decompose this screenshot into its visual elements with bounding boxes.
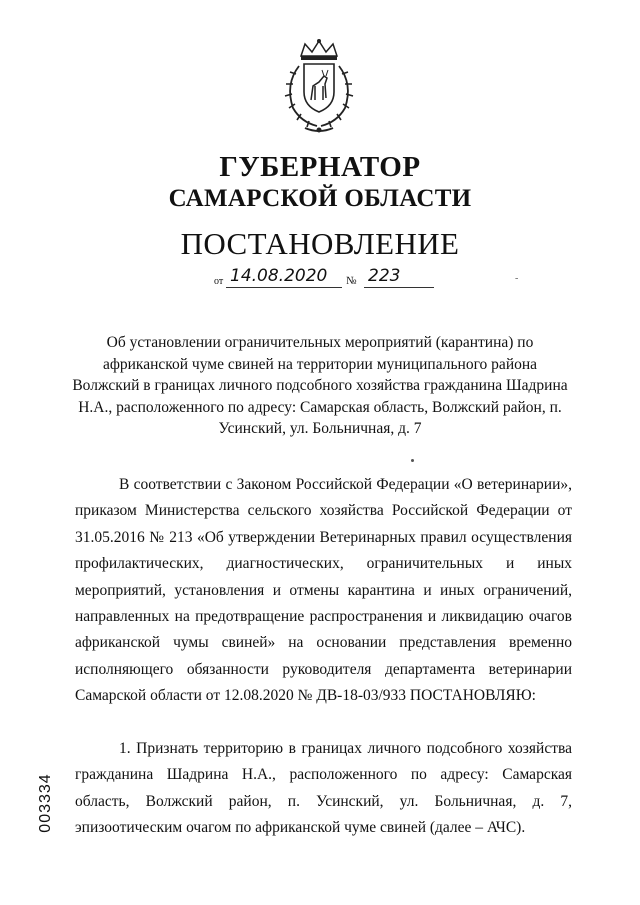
- stamp-number-text: 003334: [37, 773, 54, 833]
- number-value: 223: [364, 266, 434, 288]
- item-1-paragraph: [75, 736, 572, 842]
- scan-speck: [411, 459, 414, 462]
- org-name-line2: САМАРСКОЙ ОБЛАСТИ: [168, 185, 472, 212]
- document-subject: Об установлении ограничительных мероприятий (карантина) по африканской чуме свиней на территории муниципального района Волжский в границах личного подсобного хозяйства гражданина Шадрина Н.А., расположенного по адресу: Самарская область, Волжский район, п. Усинский, ул. Больничная, д. 7: [72, 334, 568, 437]
- coat-of-arms-icon: [271, 38, 368, 138]
- org-name-line1: ГУБЕРНАТОР: [219, 151, 421, 183]
- trailing-mark: -: [515, 273, 519, 284]
- preamble-text: В соответствии с Законом Российской Федерации «О ветеринарии», приказом Министерства сельского хозяйства Российской Федерации от 31.05.2016 № 213 «Об утверждении Ветеринарных правил осуществления профилактических, диагностических, ограничительных и иных мероприятий, установления и отмены карантина и иных ограничений, направленных на предотвращение распространения и ликвидацию очагов африканской чумы свиней» на основании представления временно исполняющего обязанности руководителя департамента ветеринарии Самарской области от 12.08.2020 № ДВ-18-03/933 ПОСТАНОВЛЯЮ:: [75, 476, 572, 705]
- preamble-paragraph: [75, 472, 572, 710]
- item-1-text: 1. Признать территорию в границах личного подсобного хозяйства гражданина Шадрина Н.А., расположенного по адресу: Самарская область, Волжский район, п. Усинский, ул. Больничная, д. 7, эпизоотическим очагом по африканской чуме свиней (далее – АЧС).: [75, 740, 572, 837]
- side-stamp-number: [16, 758, 76, 848]
- number-prefix: №: [346, 275, 357, 287]
- date-prefix: от: [214, 276, 224, 287]
- date-value: 14.08.2020: [226, 266, 342, 288]
- document-type: ПОСТАНОВЛЕНИЕ: [180, 226, 460, 261]
